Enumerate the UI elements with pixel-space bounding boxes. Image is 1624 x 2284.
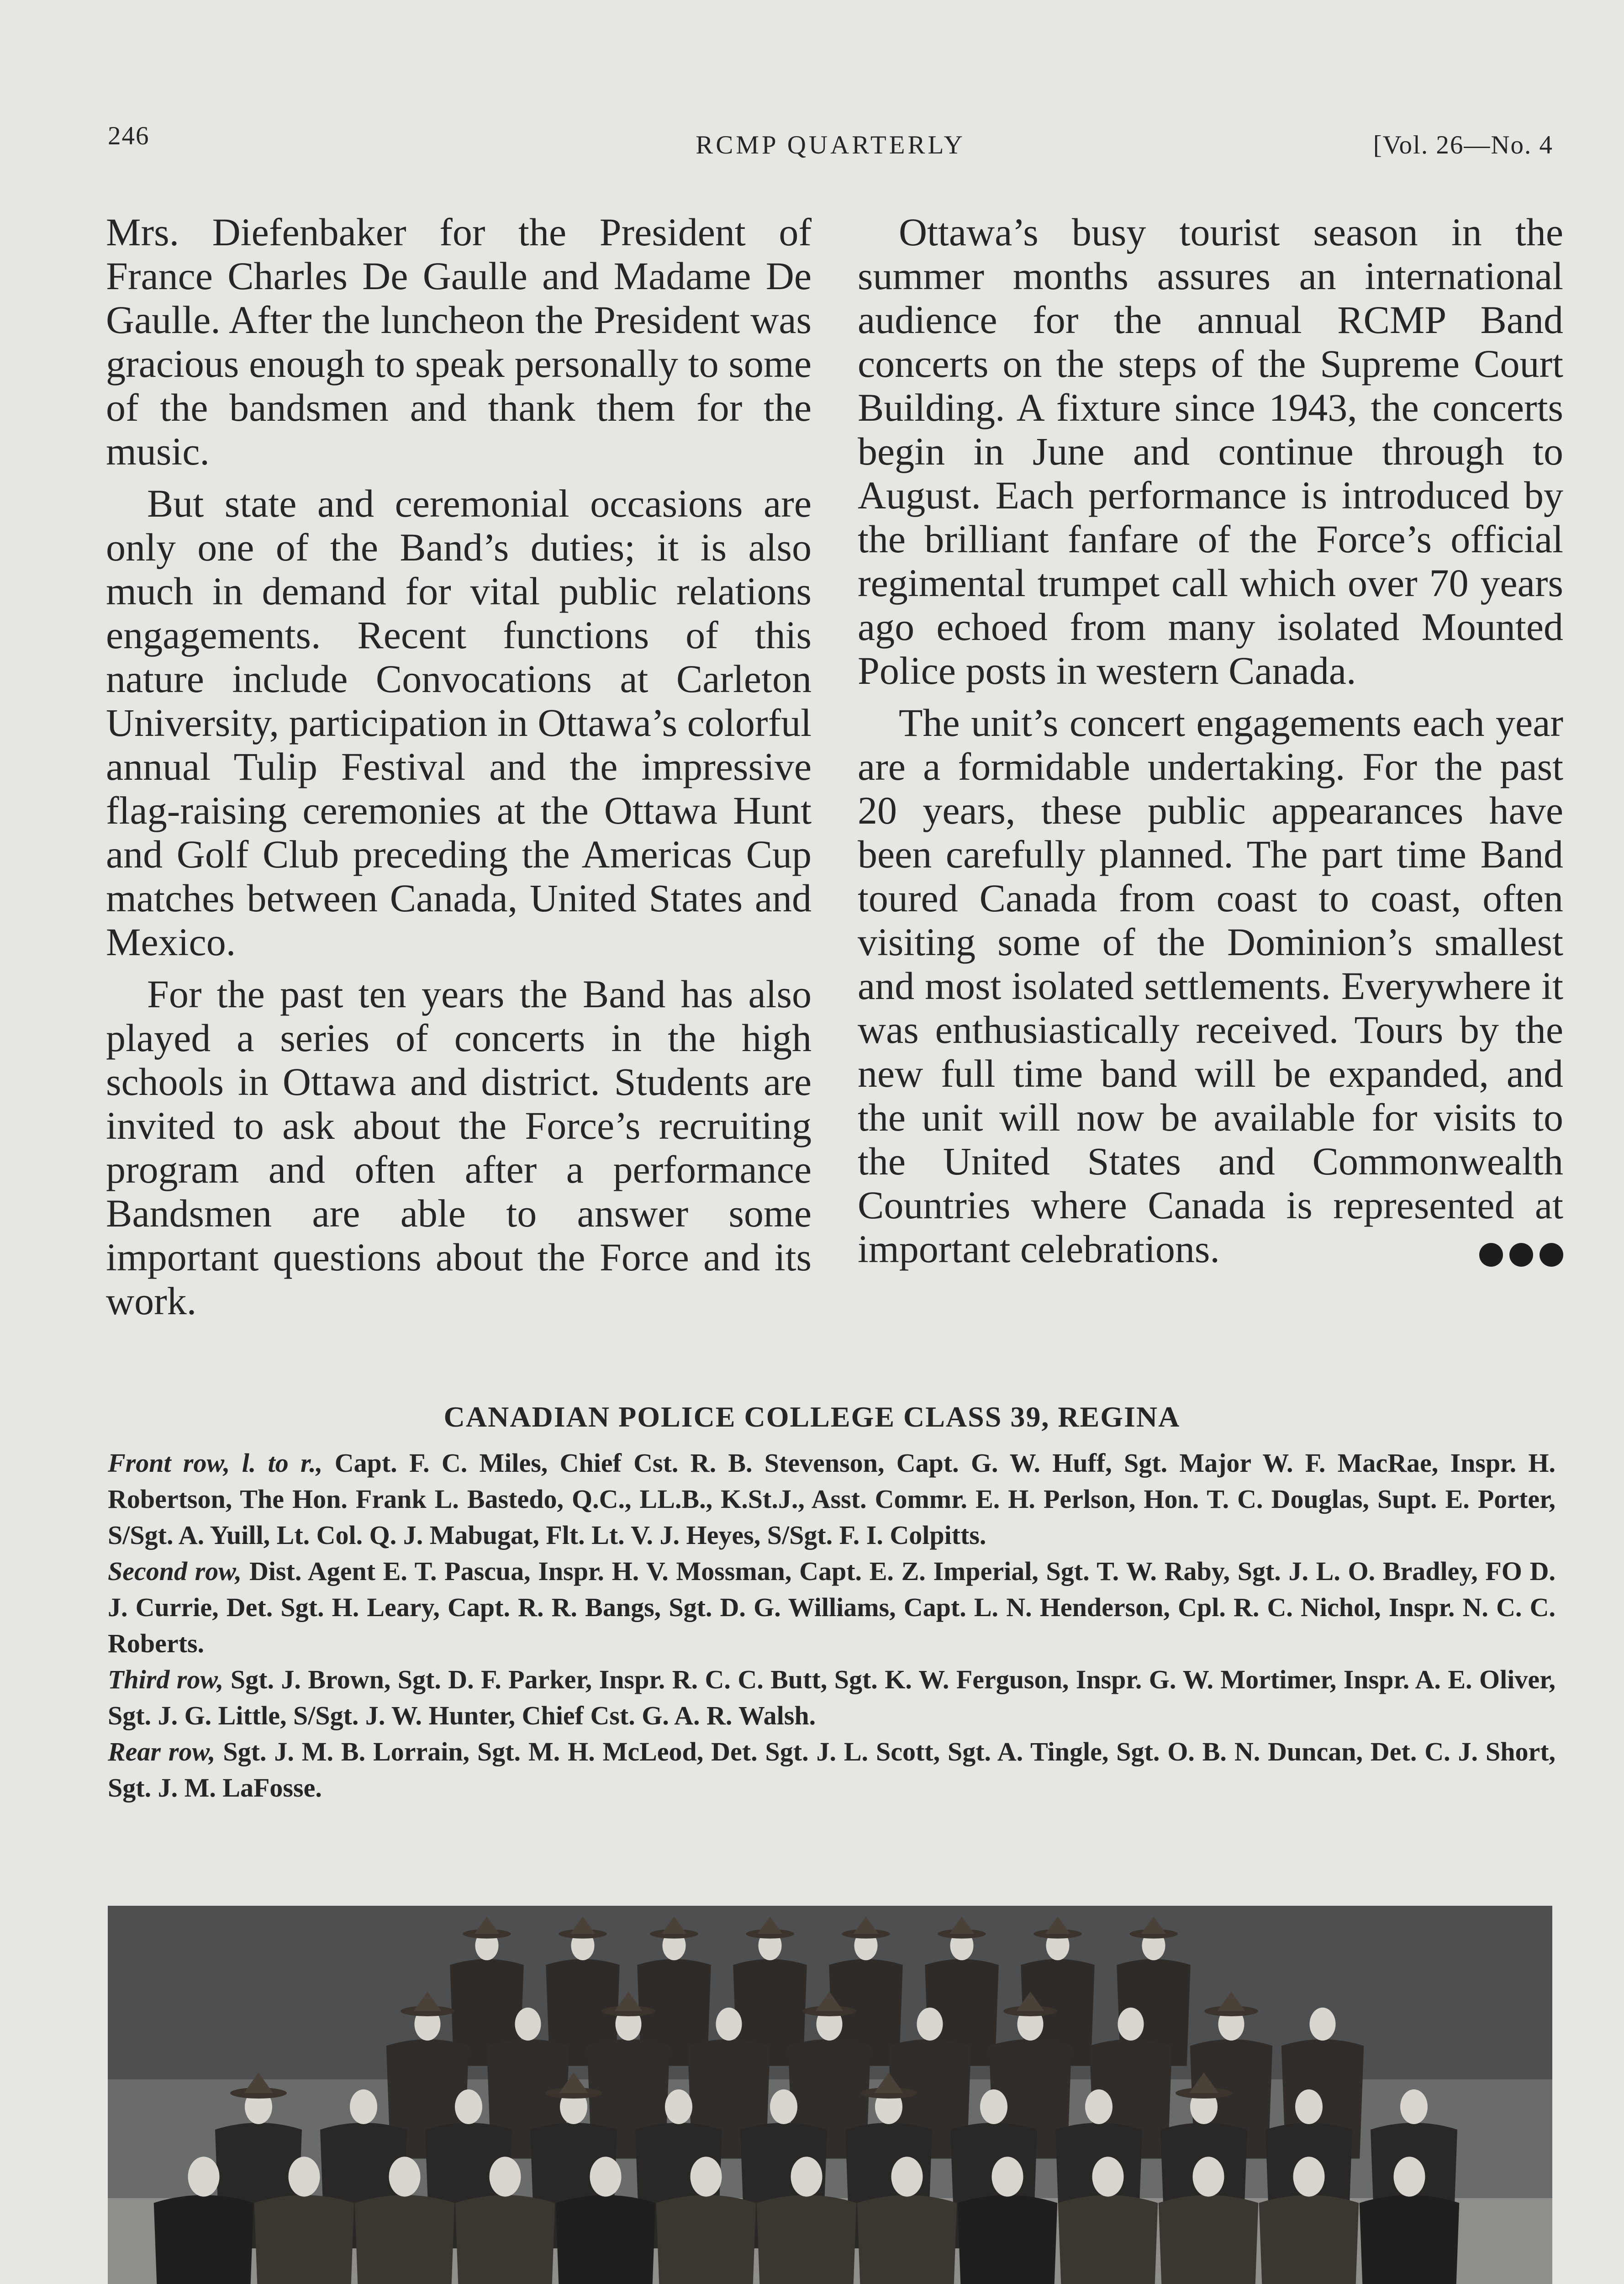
photo-caption-title: CANADIAN POLICE COLLEGE CLASS 39, REGINA [443, 1401, 1181, 1433]
caption-row-names: Sgt. J. M. B. Lorrain, Sgt. M. H. McLeod, Det. Sgt. J. L. Scott, Sgt. A. Tingle, Sgt. O. B. N. Duncan, Det. C. J. Short, Sgt. J. M. LaFosse. [108, 1737, 1556, 1803]
page-number: 246 [108, 122, 150, 150]
journal-title: RCMP QUARTERLY [696, 131, 965, 159]
volume-issue: [Vol. 26—No. 4 [1373, 131, 1553, 159]
caption-row-label: Front row, l. to r., [108, 1448, 323, 1478]
caption-row [108, 1553, 1555, 1661]
right-text-column [858, 210, 1563, 1279]
caption-row-names: Dist. Agent E. T. Pascua, Inspr. H. V. Mossman, Capt. E. Z. Imperial, Sgt. T. W. Raby, Sgt. J. L. O. Bradley, FO D. J. Currie, Det. Sgt. H. Leary, Capt. R. R. Bangs, Sgt. D. G. Williams, Capt. L. N. Henderson, Cpl. R. C. Nichol, Inspr. N. C. C. Roberts. [108, 1556, 1555, 1658]
group-photo-drawing [108, 1906, 1552, 2284]
photo-caption [108, 1445, 1555, 1806]
caption-row-label: Rear row, [108, 1737, 216, 1766]
paragraph: For the past ten years the Band has also played a series of concerts in the high schools in Ottawa and district. Students are invited to ask about the Force’s recruiting program and often after a performance Bandsmen are able to answer some important questions about the Force and its work. [106, 972, 812, 1323]
end-mark-icon [1432, 1232, 1563, 1275]
paragraph-text: The unit’s concert engagements each year are a formidable undertaking. For the past 20 years, these public appearances have been carefully planned. The part time Band toured Canada from coast to coast, often visiting some of the Dominion’s smallest and most isolated settlements. Everywhere it was enthusiastically received. Tours by the new full time band will be expanded, and the unit will now be available for visits to the United States and Commonwealth Countries where Canada is represented at important celebrations. [858, 701, 1563, 1271]
paragraph [858, 701, 1563, 1271]
caption-row-names: Capt. F. C. Miles, Chief Cst. R. B. Stevenson, Capt. G. W. Huff, Sgt. Major W. F. MacRae, Inspr. H. Robertson, The Hon. Frank L. Bastedo, Q.C., LL.B., K.St.J., Asst. Commr. E. H. Perlson, Hon. T. C. Douglas, Supt. E. Porter, S/Sgt. A. Yuill, Lt. Col. Q. J. Mabugat, Flt. Lt. V. J. Heyes, S/Sgt. F. I. Colpitts. [108, 1448, 1556, 1550]
caption-row [108, 1445, 1555, 1553]
paragraph: But state and ceremonial occasions are only one of the Band’s duties; it is also much in demand for vital public relations engagements. Recent functions of this nature include Convocations at Carleton University, participation in Ottawa’s colorful annual Tulip Festival and the impressive flag-raising ceremonies at the Ottawa Hunt and Golf Club preceding the Americas Cup matches between Canada, United States and Mexico. [106, 481, 812, 964]
running-header [108, 121, 1553, 171]
paragraph: Ottawa’s busy tourist season in the summer months assures an international audience for the annual RCMP Band concerts on the steps of the Supreme Court Building. A fixture since 1943, the concerts begin in June and continue through to August. Each performance is introduced by the brilliant fanfare of the Force’s official regimental trumpet call which over 70 years ago echoed from many isolated Mounted Police posts in western Canada. [858, 210, 1563, 693]
caption-row [108, 1734, 1555, 1806]
caption-row-names: Sgt. J. Brown, Sgt. D. F. Parker, Inspr. R. C. C. Butt, Sgt. K. W. Ferguson, Inspr. G. W. Mortimer, Inspr. A. E. Oliver, Sgt. J. G. Little, S/Sgt. J. W. Hunter, Chief Cst. G. A. R. Walsh. [108, 1665, 1556, 1730]
caption-row-label: Second row, [108, 1556, 242, 1586]
caption-row [108, 1661, 1555, 1734]
paragraph: Mrs. Diefenbaker for the President of France Charles De Gaulle and Madame De Gaulle. After the luncheon the President was gracious enough to speak personally to some of the bandsmen and thank them for the music. [106, 210, 812, 473]
caption-row-label: Third row, [108, 1665, 224, 1694]
left-text-column [106, 210, 812, 1331]
group-photo-image [108, 1906, 1552, 2284]
